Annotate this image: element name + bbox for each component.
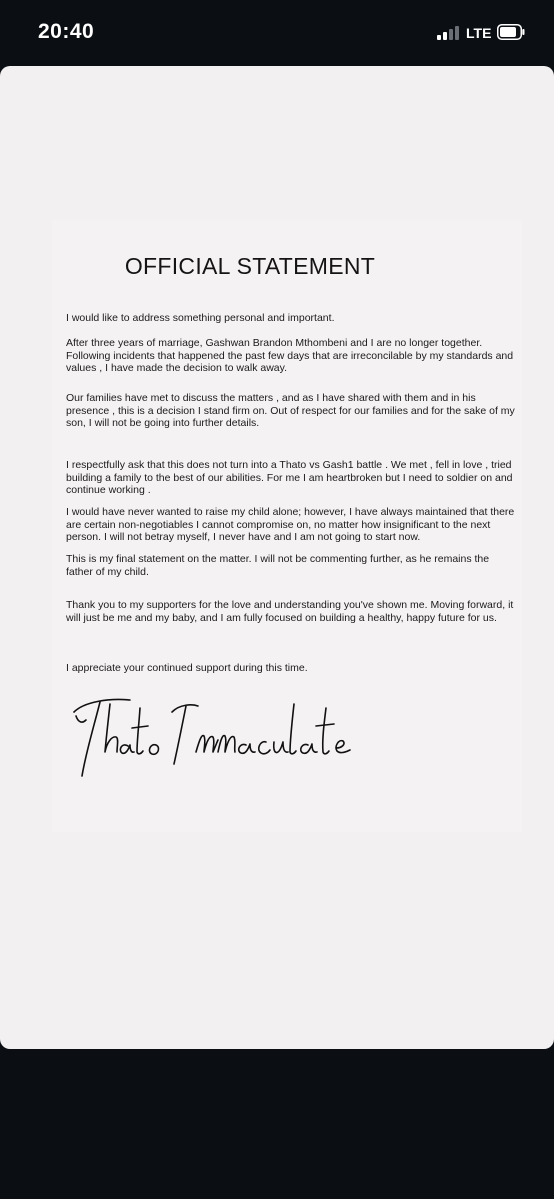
paragraph: I appreciate your continued support during this time. (66, 662, 308, 674)
paragraph: I would have never wanted to raise my child alone; however, I have always maintained that there are certain non-negotiables I cannot compromise on, no matter how insignificant to the next person. I will not betray myself, I never have and I am not going to start now. (66, 506, 515, 544)
paragraph: Thank you to my supporters for the love and understanding you've shown me. Moving forward, it will just be me and my baby, and I am fully focused on building a healthy, happy future for us. (66, 599, 514, 624)
paragraph: I would like to address something personal and important. (66, 312, 335, 324)
battery-icon (497, 24, 525, 40)
network-type: LTE (466, 25, 492, 41)
status-bar (0, 0, 554, 64)
handwritten-signature (70, 690, 370, 785)
paragraph: This is my final statement on the matter. I will not be commenting further, as he remains the father of my child. (66, 553, 490, 578)
paragraph: After three years of marriage, Gashwan Brandon Mthombeni and I are no longer together. Following incidents that happened the past few days that are irreconcilable by my standards and values , I have made the decision to walk away. (66, 337, 514, 375)
status-time: 20:40 (38, 20, 95, 43)
paragraph: I respectfully ask that this does not turn into a Thato vs Gash1 battle . We met , fell in love , tried building a family to the best of our abilities. For me I am heartbroken but I need to soldier on and continue working . (66, 459, 513, 497)
document-title: OFFICIAL STATEMENT (124, 253, 376, 279)
paragraph: Our families have met to discuss the matters , and as I have shared with them and in his presence , this is a decision I stand firm on. Out of respect for our families and for the sake of my son, I will not be going into further details. (66, 392, 515, 430)
bottom-background (0, 1049, 554, 1199)
cellular-signal-icon (437, 26, 463, 40)
